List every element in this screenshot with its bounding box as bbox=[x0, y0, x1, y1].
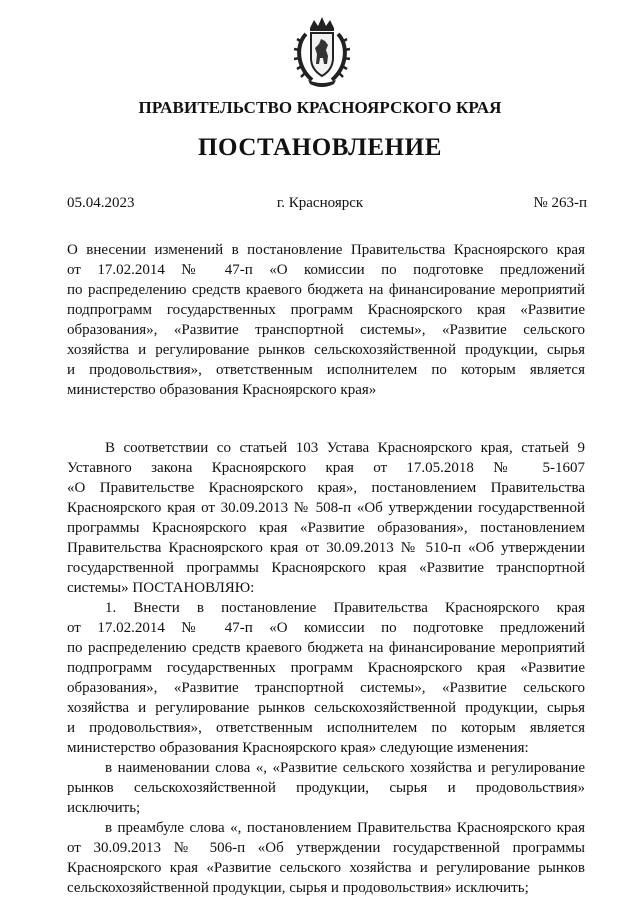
document-city: г. Красноярск bbox=[276, 195, 364, 211]
title-line: и продовольствия», ответственным исполнителем по которым является bbox=[67, 362, 585, 378]
organization-name: ПРАВИТЕЛЬСТВО КРАСНОЯРСКОГО КРАЯ bbox=[138, 98, 502, 117]
body-line: Красноярского края «Развитие сельского хозяйства и регулирование рынков bbox=[67, 860, 585, 876]
title-line: министерство образования Красноярского края» bbox=[67, 382, 377, 398]
title-line: от 17.02.2014 № 47-п «О комиссии по подготовке предложений bbox=[67, 262, 585, 278]
body-line: хозяйства и регулирование рынков сельскохозяйственной продукции, сырья bbox=[67, 700, 585, 716]
body-line: министерство образования Красноярского края» следующие изменения: bbox=[67, 740, 529, 756]
body-line: подпрограмм государственных программ Красноярского края «Развитие bbox=[67, 660, 585, 676]
body-line: по распределению средств краевого бюджета на финансирование мероприятий bbox=[67, 640, 585, 656]
body-line: «О Правительстве Красноярского края», постановлением Правительства bbox=[67, 480, 585, 496]
body-line: сельскохозяйственной продукции, сырья и продовольствия» исключить; bbox=[67, 880, 529, 896]
body-line: образования», «Развитие транспортной системы», «Развитие сельского bbox=[67, 680, 585, 696]
title-line: О внесении изменений в постановление Правительства Красноярского края bbox=[67, 242, 585, 258]
body-line: государственной программы Красноярского края «Развитие транспортной bbox=[67, 560, 585, 576]
body-line: от 17.02.2014 № 47-п «О комиссии по подготовке предложений bbox=[67, 620, 585, 636]
body-line: в наименовании слова «, «Развитие сельского хозяйства и регулирование bbox=[105, 760, 585, 776]
body-line: в преамбуле слова «, постановлением Правительства Красноярского края bbox=[105, 820, 585, 836]
body-line: Красноярского края от 30.09.2013 № 508-п «Об утверждении государственной bbox=[67, 500, 585, 516]
body-line: Правительства Красноярского края от 30.09.2013 № 510-п «Об утверждении bbox=[67, 540, 585, 556]
document-date: 05.04.2023 bbox=[67, 195, 135, 211]
document-number: № 263-п bbox=[533, 195, 587, 211]
body-line: от 30.09.2013 № 506-п «Об утверждении государственной программы bbox=[67, 840, 585, 856]
coat-of-arms-icon bbox=[292, 14, 352, 88]
body-line: 1. Внести в постановление Правительства Красноярского края bbox=[105, 600, 585, 616]
body-line: В соответствии со статьей 103 Устава Красноярского края, статьей 9 bbox=[105, 440, 585, 456]
body-line: системы» ПОСТАНОВЛЯЮ: bbox=[67, 580, 255, 596]
body-line: и продовольствия», ответственным исполнителем по которым является bbox=[67, 720, 585, 736]
body-line: Уставного закона Красноярского края от 17.05.2018 № 5-1607 bbox=[67, 460, 585, 476]
body-line: рынков сельскохозяйственной продукции, сырья и продовольствия» bbox=[67, 780, 585, 796]
body-line: исключить; bbox=[67, 800, 141, 816]
title-line: по распределению средств краевого бюджета на финансирование мероприятий bbox=[67, 282, 585, 298]
title-line: подпрограмм государственных программ Красноярского края «Развитие bbox=[67, 302, 585, 318]
title-line: образования», «Развитие транспортной системы», «Развитие сельского bbox=[67, 322, 585, 338]
body-line: программы Красноярского края «Развитие образования», постановлением bbox=[67, 520, 585, 536]
title-line: хозяйства и регулирование рынков сельскохозяйственной продукции, сырья bbox=[67, 342, 585, 358]
document-type-heading: ПОСТАНОВЛЕНИЕ bbox=[197, 134, 443, 161]
